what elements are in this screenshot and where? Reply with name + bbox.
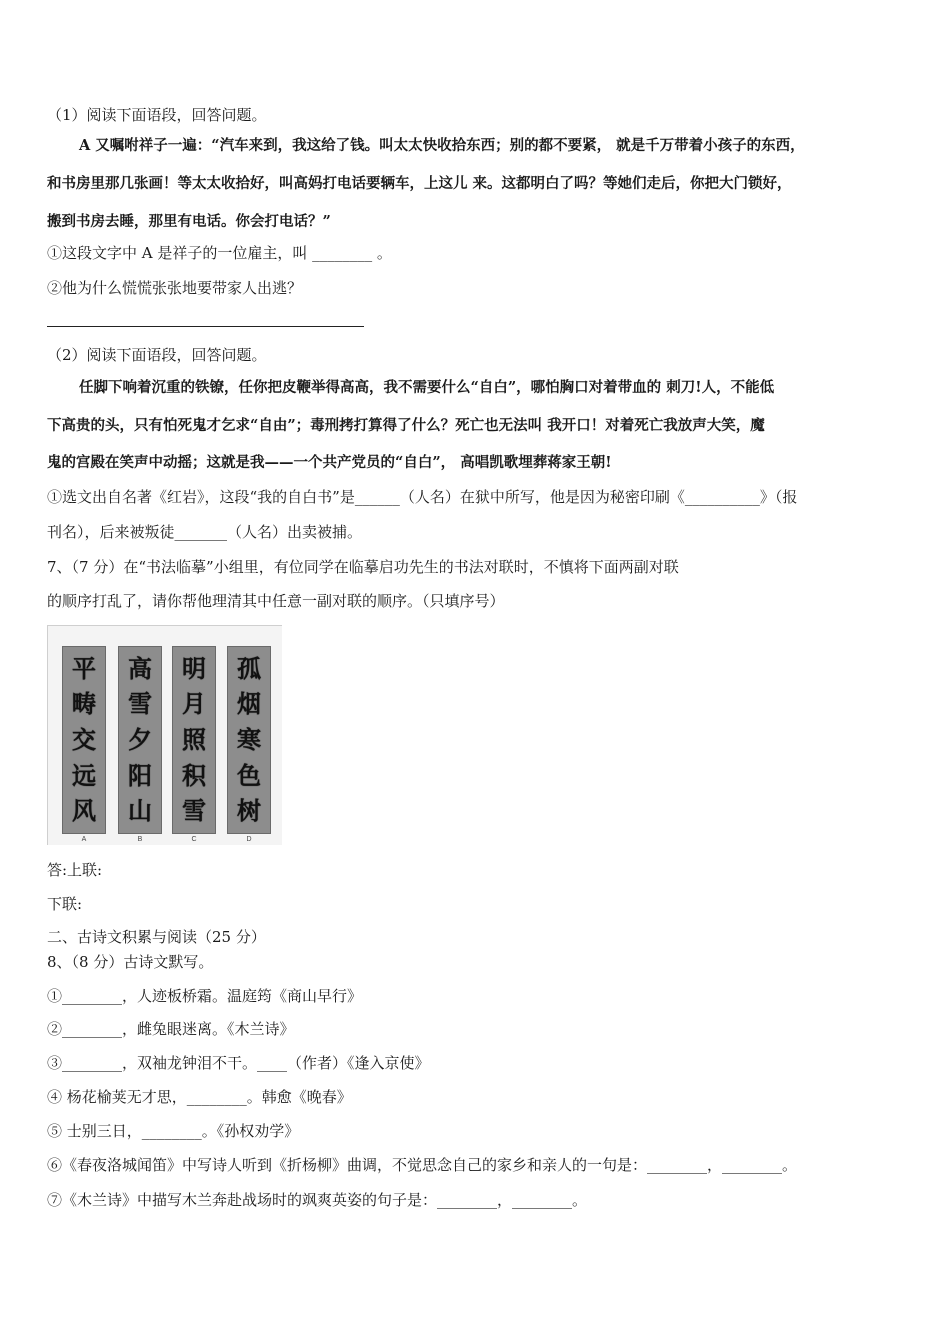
poem-blank-5: ⑤ 士别三日，________。《孙权劝学》 — [47, 1122, 300, 1140]
q8-prompt: 8、（8 分）古诗文默写。 — [47, 953, 214, 971]
calligraphy-char: 树 — [237, 796, 261, 826]
calligraphy-char: 交 — [72, 724, 96, 754]
calligraphy-couplet-image — [47, 625, 282, 845]
q7-prompt-line-1: 7、（7 分）在“书法临摹”小组里，有位同学在临摹启功先生的书法对联时，不慎将下面两副对联 — [47, 558, 679, 576]
strip-label-a: A — [81, 836, 87, 843]
calligraphy-char: 照 — [182, 724, 206, 754]
calligraphy-char: 雪 — [182, 796, 206, 826]
q2-subquestion-1a: ①选文出自名著《红岩》，这段“我的自白书”是______（人名）在狱中所写，他是因为秘密印刷《__________》（报 — [47, 488, 798, 506]
calligraphy-char: 色 — [237, 760, 261, 790]
strip-label-c: C — [191, 836, 197, 843]
q1-subquestion-1: ①这段文字中 A 是祥子的一位雇主，叫 ________ 。 — [47, 244, 392, 262]
calligraphy-char: 山 — [128, 796, 152, 826]
calligraphy-strip-b — [118, 646, 162, 834]
calligraphy-char: 寒 — [237, 724, 261, 754]
calligraphy-char: 烟 — [237, 689, 261, 719]
calligraphy-strip-a — [62, 646, 106, 834]
calligraphy-char: 风 — [72, 796, 96, 826]
poem-blank-4: ④ 杨花榆荚无才思，________。韩愈《晚春》 — [47, 1088, 352, 1106]
calligraphy-strip-d — [227, 646, 271, 834]
strip-label-d: D — [246, 836, 252, 843]
q2-heading: （2）阅读下面语段，回答问题。 — [47, 346, 267, 364]
q1-subquestion-2: ②他为什么慌慌张张地要带家人出逃？ — [47, 279, 303, 297]
strip-label-b: B — [137, 836, 143, 843]
poem-blank-3: ③________，双袖龙钟泪不干。____（作者）《逢入京使》 — [47, 1054, 430, 1072]
calligraphy-char: 夕 — [128, 724, 152, 754]
calligraphy-char: 明 — [182, 653, 206, 683]
calligraphy-char: 雪 — [128, 689, 152, 719]
calligraphy-strip-c — [172, 646, 216, 834]
answer-upper-couplet: 答:上联: — [47, 861, 103, 879]
q7-prompt-line-2: 的顺序打乱了，请你帮他理清其中任意一副对联的顺序。（只填序号） — [47, 592, 505, 610]
calligraphy-char: 远 — [72, 760, 96, 790]
calligraphy-char: 积 — [182, 760, 206, 790]
answer-lower-couplet: 下联: — [47, 895, 83, 913]
q2-passage-line-1: 任脚下响着沉重的铁镣，任你把皮鞭举得高高，我不需要什么“自白”，哪怕胸口对着带血的 刺刀!人，不能低 — [79, 379, 775, 396]
q2-subquestion-1b: 刊名），后来被叛徒_______（人名）出卖被捕。 — [47, 523, 363, 541]
calligraphy-char: 高 — [128, 653, 152, 683]
calligraphy-char: 阳 — [128, 760, 152, 790]
calligraphy-char: 畴 — [72, 689, 96, 719]
calligraphy-char: 孤 — [237, 653, 261, 683]
calligraphy-char: 平 — [72, 653, 96, 683]
q1-passage-line-3: 搬到书房去睡，那里有电话。你会打电话？” — [47, 213, 331, 230]
poem-blank-6: ⑥《春夜洛城闻笛》中写诗人听到《折杨柳》曲调，不觉思念自己的家乡和亲人的一句是：________，________。 — [47, 1156, 798, 1174]
q1-heading: （1）阅读下面语段，回答问题。 — [47, 106, 267, 124]
poem-blank-2: ②________，雌兔眼迷离。《木兰诗》 — [47, 1020, 295, 1038]
poem-blank-7: ⑦《木兰诗》中描写木兰奔赴战场时的飒爽英姿的句子是：________，________。 — [47, 1191, 588, 1209]
calligraphy-char: 月 — [182, 689, 206, 719]
poem-blank-1: ①________，人迹板桥霜。温庭筠《商山早行》 — [47, 987, 363, 1005]
q1-passage-line-1: A 又嘱咐祥子一遍：“汽车来到，我这给了钱。叫太太快收拾东西；别的都不要紧， 就是千万带着小孩子的东西， — [79, 137, 805, 154]
q2-passage-line-3: 鬼的宫殿在笑声中动摇；这就是我——一个共产党员的“自白”， 高唱凯歌埋葬蒋家王朝! — [47, 454, 612, 471]
q2-passage-line-2: 下高贵的头，只有怕死鬼才乞求“自由”；毒刑拷打算得了什么？死亡也无法叫 我开口！对着死亡我放声大笑，魔 — [47, 417, 765, 434]
section-2-heading: 二、古诗文积累与阅读（25 分） — [47, 928, 266, 946]
q1-passage-line-2: 和书房里那几张画！等太太收拾好，叫高妈打电话要辆车，上这儿 来。这都明白了吗？等她们走后，你把大门锁好， — [47, 175, 792, 192]
answer-line — [47, 326, 364, 327]
